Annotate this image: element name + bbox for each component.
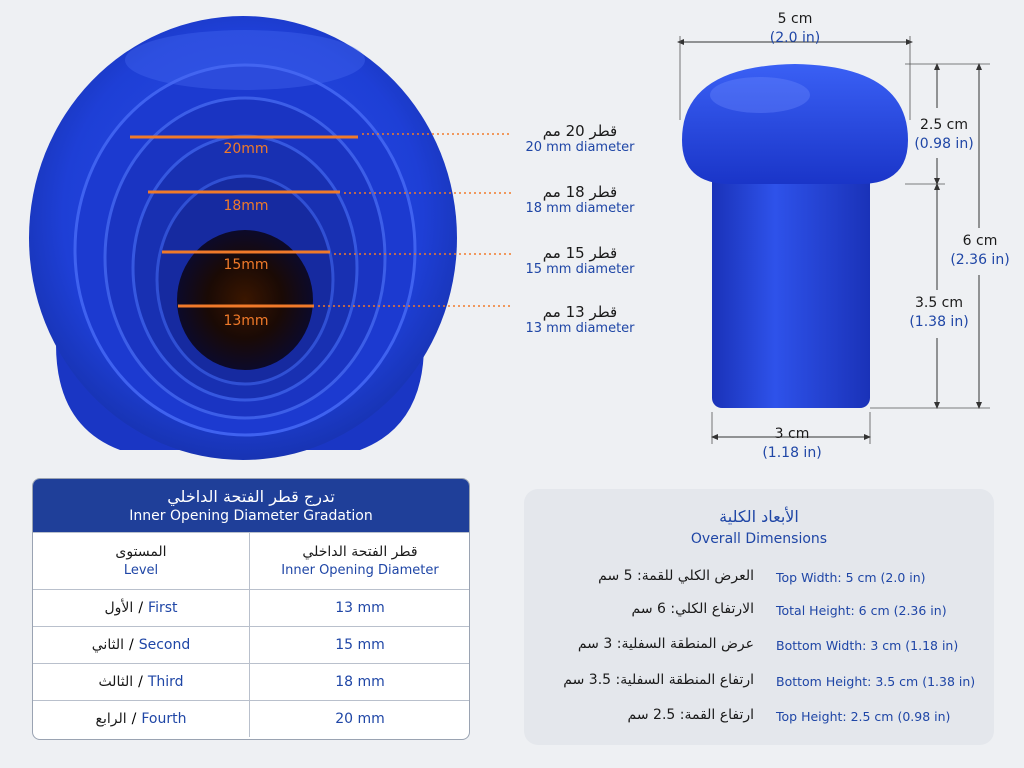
level-separator: /	[131, 711, 137, 727]
dim-bottom-width-in: (1.18 in)	[762, 444, 822, 461]
dim-bottom-width-cm: 3 cm	[774, 426, 810, 442]
level-en: Third	[147, 674, 184, 690]
callout-13mm	[515, 303, 645, 337]
table-cell-diameter	[250, 664, 470, 700]
level-separator: /	[128, 637, 134, 653]
gradation-mark-20	[130, 134, 512, 137]
callout-20mm-en: 20 mm diameter	[525, 140, 635, 155]
callout-18mm-en: 18 mm diameter	[525, 201, 635, 216]
dim-total-height-cm: 6 cm	[962, 233, 998, 249]
stopper-cap	[682, 64, 908, 184]
table-row	[33, 663, 469, 700]
dim-top-width	[745, 10, 845, 48]
callout-18mm-ar: قطر 18 مم	[542, 183, 618, 201]
level-en: Fourth	[141, 711, 187, 727]
mark-label-13: 13mm	[223, 313, 269, 329]
dim-bottom-height-cm: 3.5 cm	[914, 295, 964, 311]
overall-dimensions-panel	[524, 489, 994, 745]
table-cell-level	[33, 664, 250, 700]
table-row	[33, 589, 469, 626]
mark-label-20: 20mm	[223, 141, 269, 157]
gradation-table	[32, 478, 470, 740]
dim-total-height-in: (2.36 in)	[950, 251, 1010, 268]
dim-bottom-width	[742, 425, 842, 463]
diameter-value: 13 mm	[335, 600, 385, 616]
overall-row-total-height	[524, 601, 994, 625]
table-cell-level	[33, 627, 250, 663]
gradation-table-title-ar: تدرج قطر الفتحة الداخلي	[167, 487, 335, 506]
table-row	[33, 700, 469, 737]
dim-bottom-height-in: (1.38 in)	[909, 313, 969, 330]
mark-label-15: 15mm	[223, 257, 269, 273]
dim-bottom-height	[896, 294, 982, 332]
overall-row-en: Top Width: 5 cm (2.0 in)	[776, 570, 926, 585]
overall-title-ar: الأبعاد الكلية	[719, 507, 799, 526]
callout-13mm-en: 13 mm diameter	[525, 321, 635, 336]
callout-18mm	[515, 183, 645, 217]
table-cell-diameter	[250, 701, 470, 737]
callout-15mm-ar: قطر 15 مم	[542, 244, 618, 262]
overall-row-bottom-height	[524, 672, 994, 696]
overall-row-en: Bottom Height: 3.5 cm (1.38 in)	[776, 674, 976, 689]
overall-row-en: Top Height: 2.5 cm (0.98 in)	[776, 709, 951, 724]
dim-top-height-cm: 2.5 cm	[919, 117, 969, 133]
table-cell-diameter	[250, 627, 470, 663]
level-en: First	[148, 600, 178, 616]
level-ar: الثاني	[91, 637, 124, 653]
overall-row-en: Bottom Width: 3 cm (1.18 in)	[776, 638, 959, 653]
gradation-mark-18	[148, 192, 512, 193]
dim-top-width-cm: 5 cm	[777, 11, 813, 27]
overall-row-top-height	[524, 707, 994, 731]
overall-row-ar: العرض الكلي للقمة: 5 سم	[598, 568, 754, 584]
gradation-table-column-headers	[33, 532, 469, 589]
overall-row-ar: ارتفاع المنطقة السفلية: 3.5 سم	[563, 672, 754, 688]
table-cell-level	[33, 590, 250, 626]
dim-top-width-in: (2.0 in)	[769, 29, 821, 46]
overall-row-en: Total Height: 6 cm (2.36 in)	[776, 603, 947, 618]
column-header-level-en: Level	[123, 563, 159, 578]
table-cell-level	[33, 701, 250, 737]
callout-13mm-ar: قطر 13 مم	[542, 303, 618, 321]
level-ar: الأول	[104, 600, 134, 616]
level-en: Second	[138, 637, 191, 653]
overall-row-ar: الارتفاع الكلي: 6 سم	[631, 601, 754, 617]
dim-top-height	[900, 116, 988, 154]
callout-20mm	[515, 122, 645, 156]
level-ar: الثالث	[98, 674, 134, 690]
gradation-mark-15	[162, 252, 512, 254]
column-header-level-ar: المستوى	[115, 544, 167, 560]
overall-title-en: Overall Dimensions	[690, 531, 828, 547]
dim-total-height	[940, 232, 1020, 270]
gradation-table-header	[33, 479, 469, 532]
callout-15mm	[515, 244, 645, 278]
column-header-level	[33, 533, 250, 589]
diameter-value: 20 mm	[335, 711, 385, 727]
level-ar: الرابع	[95, 711, 127, 727]
level-separator: /	[138, 674, 143, 690]
diameter-value: 18 mm	[335, 674, 385, 690]
overall-row-bottom-width	[524, 636, 994, 660]
table-row	[33, 626, 469, 663]
overall-row-top-width	[524, 568, 994, 592]
callout-20mm-ar: قطر 20 مم	[542, 122, 618, 140]
level-separator: /	[138, 600, 144, 616]
callout-15mm-en: 15 mm diameter	[525, 262, 635, 277]
stopper-stem	[712, 170, 870, 408]
column-header-diameter-en: Inner Opening Diameter	[281, 563, 439, 578]
overall-row-ar: عرض المنطقة السفلية: 3 سم	[577, 636, 754, 652]
mark-label-18: 18mm	[223, 198, 269, 214]
dim-top-height-in: (0.98 in)	[914, 135, 974, 152]
table-cell-diameter	[250, 590, 470, 626]
gradation-table-title-en: Inner Opening Diameter Gradation	[129, 508, 373, 524]
column-header-diameter	[250, 533, 470, 589]
overall-row-ar: ارتفاع القمة: 2.5 سم	[627, 707, 754, 723]
diameter-value: 15 mm	[335, 637, 385, 653]
column-header-diameter-ar: قطر الفتحة الداخلي	[302, 544, 418, 560]
